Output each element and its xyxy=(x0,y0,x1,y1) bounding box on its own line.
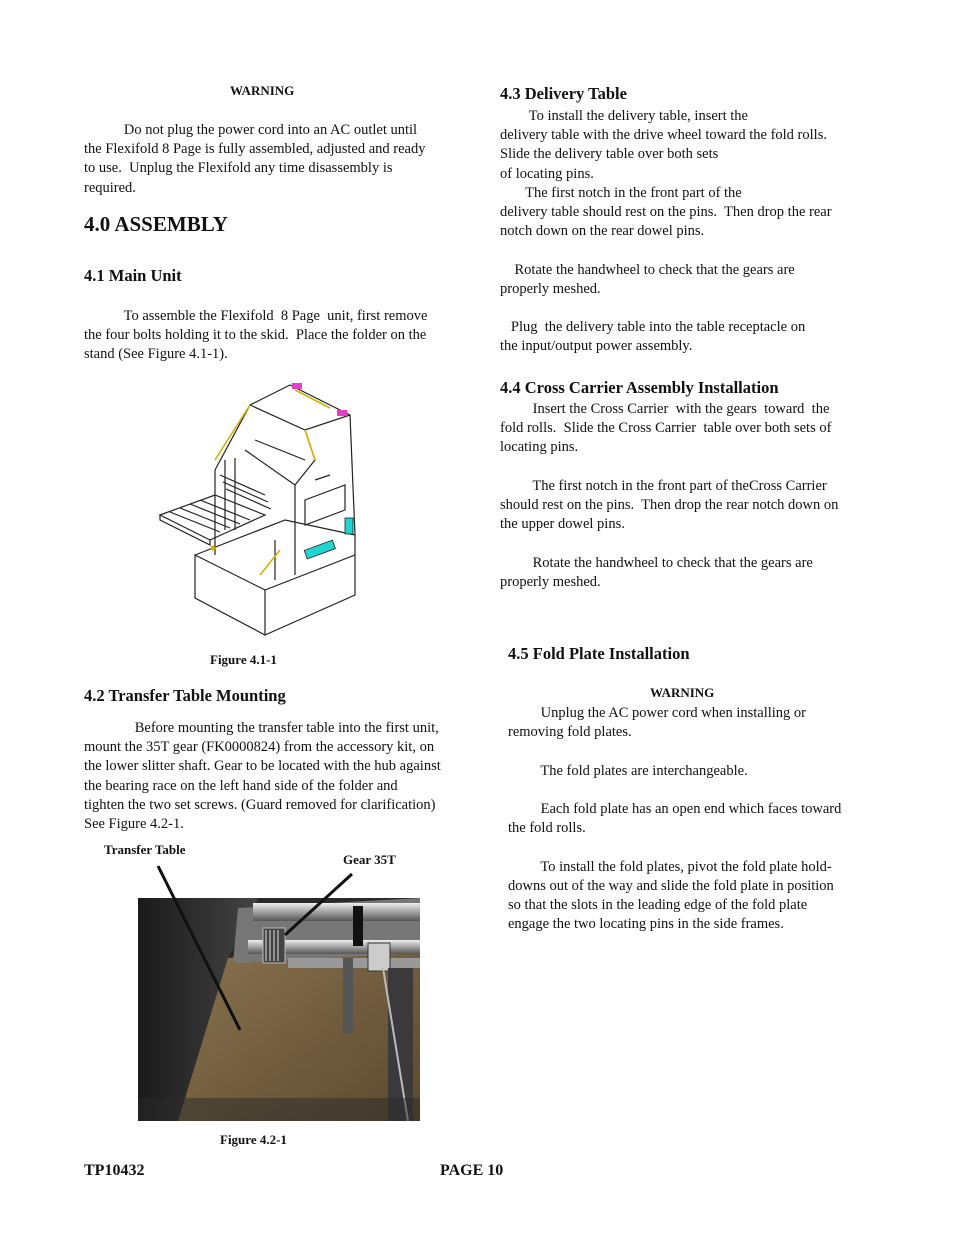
warning-title: WARNING xyxy=(230,83,295,98)
figure-4-1-1-caption: Figure 4.1-1 xyxy=(210,652,277,667)
folder-line-drawing xyxy=(155,380,370,638)
cross-carrier-heading: 4.4 Cross Carrier Assembly Installation xyxy=(500,378,779,397)
page-number: PAGE 10 xyxy=(440,1162,504,1179)
fold-plate-heading: 4.5 Fold Plate Installation xyxy=(508,644,690,663)
assembly-heading: 4.0 ASSEMBLY xyxy=(84,212,228,236)
doc-number: TP10432 xyxy=(84,1162,145,1179)
delivery-heading: 4.3 Delivery Table xyxy=(500,84,627,103)
main-unit-text: To assemble the Flexifold 8 Page unit, first remove the four bolts holding it to the skid. Place the folder on the stand (See Figure 4.1-1). xyxy=(84,308,428,363)
figure-4-2-1-caption: Figure 4.2-1 xyxy=(220,1132,287,1147)
main-unit-heading: 4.1 Main Unit xyxy=(84,266,182,285)
transfer-heading: 4.2 Transfer Table Mounting xyxy=(84,686,286,705)
delivery-text: To install the delivery table, insert the delivery table with the drive wheel toward the fold rolls. Slide the delivery table over both sets of locating pins. The first notch in the front part of the delivery table should rest on the pins. Then drop the rear notch down on the rear dowel pins. Rotate the handwheel to check that the gears are properly meshed. Plug the delivery table into the table receptacle on the input/output power assembly. xyxy=(500,108,832,355)
fold-warning-title: WARNING xyxy=(650,685,715,700)
callout-lines xyxy=(150,860,370,1040)
callout-transfer-table: Transfer Table xyxy=(104,842,186,857)
fold-plate-text: Unplug the AC power cord when installing or removing fold plates. The fold plates are interchangeable. Each fold plate has an open end which faces toward the fold rolls. To install the fold plates, pivot the fold plate hold- downs out of the way and slide the fold plate in position so that the slots in the leading edge of the fold plate engage the two locating pins in the side frames. xyxy=(508,705,842,933)
cross-carrier-text: Insert the Cross Carrier with the gears toward the fold rolls. Slide the Cross Carrier table over both sets of locating pins. The first notch in the front part of theCross Carrier should rest on the pins. Then drop the rear notch down on the upper dowel pins. Rotate the handwheel to check that the gears are properly meshed. xyxy=(500,401,839,590)
callout-gear-35t: Gear 35T xyxy=(343,852,396,867)
warning-text: Do not plug the power cord into an AC outlet until the Flexifold 8 Page is fully assembled, adjusted and ready to use. Unplug the Flexifold any time disassembly is required. xyxy=(84,122,426,196)
transfer-text: Before mounting the transfer table into the first unit, mount the 35T gear (FK0000824) from the accessory kit, on the lower slitter shaft. Gear to be located with the hub against the bearing race on the left hand side of the folder and tighten the two set screws. (Guard removed for clarification) See Figure 4.2-1. xyxy=(84,720,441,833)
